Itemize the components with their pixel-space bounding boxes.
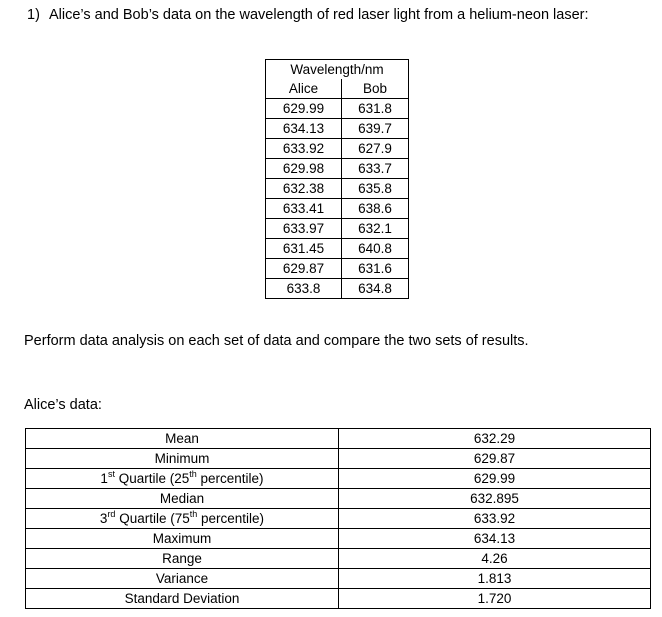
q1-value: 629.99 <box>339 469 651 489</box>
wavelength-header-row <box>266 60 409 80</box>
range-label: Range <box>26 549 339 569</box>
table-row <box>266 159 409 179</box>
bob-value: 640.8 <box>342 239 409 259</box>
bob-value: 631.6 <box>342 259 409 279</box>
table-row <box>266 259 409 279</box>
bob-value: 627.9 <box>342 139 409 159</box>
column-header-alice: Alice <box>266 79 342 99</box>
instruction-text: Perform data analysis on each set of data and compare the two sets of results. <box>24 333 529 349</box>
stats-row-median <box>26 489 651 509</box>
alice-value: 629.99 <box>266 99 342 119</box>
question-text <box>27 7 589 23</box>
alice-value: 629.98 <box>266 159 342 179</box>
alice-value: 633.97 <box>266 219 342 239</box>
q3-label: 3rd Quartile (75th percentile) <box>26 509 339 529</box>
alice-stats-table <box>25 428 651 609</box>
alice-value: 631.45 <box>266 239 342 259</box>
stats-row-minimum <box>26 449 651 469</box>
alice-value: 632.38 <box>266 179 342 199</box>
bob-value: 635.8 <box>342 179 409 199</box>
stats-row-mean <box>26 429 651 449</box>
bob-value: 639.7 <box>342 119 409 139</box>
stats-row-q1 <box>26 469 651 489</box>
table-row <box>266 139 409 159</box>
bob-value: 638.6 <box>342 199 409 219</box>
stats-row-std-dev <box>26 589 651 609</box>
bob-value: 631.8 <box>342 99 409 119</box>
table-row <box>266 279 409 299</box>
table-row <box>266 99 409 119</box>
stats-row-variance <box>26 569 651 589</box>
wavelength-header: Wavelength/nm <box>266 60 409 80</box>
minimum-value: 629.87 <box>339 449 651 469</box>
q3-value: 633.92 <box>339 509 651 529</box>
range-value: 4.26 <box>339 549 651 569</box>
alice-value: 634.13 <box>266 119 342 139</box>
question-body: Alice’s and Bob’s data on the wavelength of red laser light from a helium-neon laser: <box>49 7 589 23</box>
stats-row-maximum <box>26 529 651 549</box>
column-header-bob: Bob <box>342 79 409 99</box>
column-header-row <box>266 79 409 99</box>
q1-label: 1st Quartile (25th percentile) <box>26 469 339 489</box>
stats-row-q3 <box>26 509 651 529</box>
alice-value: 629.87 <box>266 259 342 279</box>
table-row <box>266 239 409 259</box>
table-row <box>266 219 409 239</box>
median-value: 632.895 <box>339 489 651 509</box>
table-row <box>266 179 409 199</box>
std-dev-label: Standard Deviation <box>26 589 339 609</box>
question-number: 1) <box>27 7 40 23</box>
bob-value: 633.7 <box>342 159 409 179</box>
variance-value: 1.813 <box>339 569 651 589</box>
alice-value: 633.41 <box>266 199 342 219</box>
maximum-value: 634.13 <box>339 529 651 549</box>
stats-row-range <box>26 549 651 569</box>
variance-label: Variance <box>26 569 339 589</box>
maximum-label: Maximum <box>26 529 339 549</box>
wavelength-table <box>265 59 409 299</box>
alice-value: 633.8 <box>266 279 342 299</box>
median-label: Median <box>26 489 339 509</box>
bob-value: 634.8 <box>342 279 409 299</box>
alice-value: 633.92 <box>266 139 342 159</box>
bob-value: 632.1 <box>342 219 409 239</box>
mean-label: Mean <box>26 429 339 449</box>
std-dev-value: 1.720 <box>339 589 651 609</box>
alice-data-heading: Alice’s data: <box>24 397 102 413</box>
minimum-label: Minimum <box>26 449 339 469</box>
mean-value: 632.29 <box>339 429 651 449</box>
table-row <box>266 119 409 139</box>
table-row <box>266 199 409 219</box>
